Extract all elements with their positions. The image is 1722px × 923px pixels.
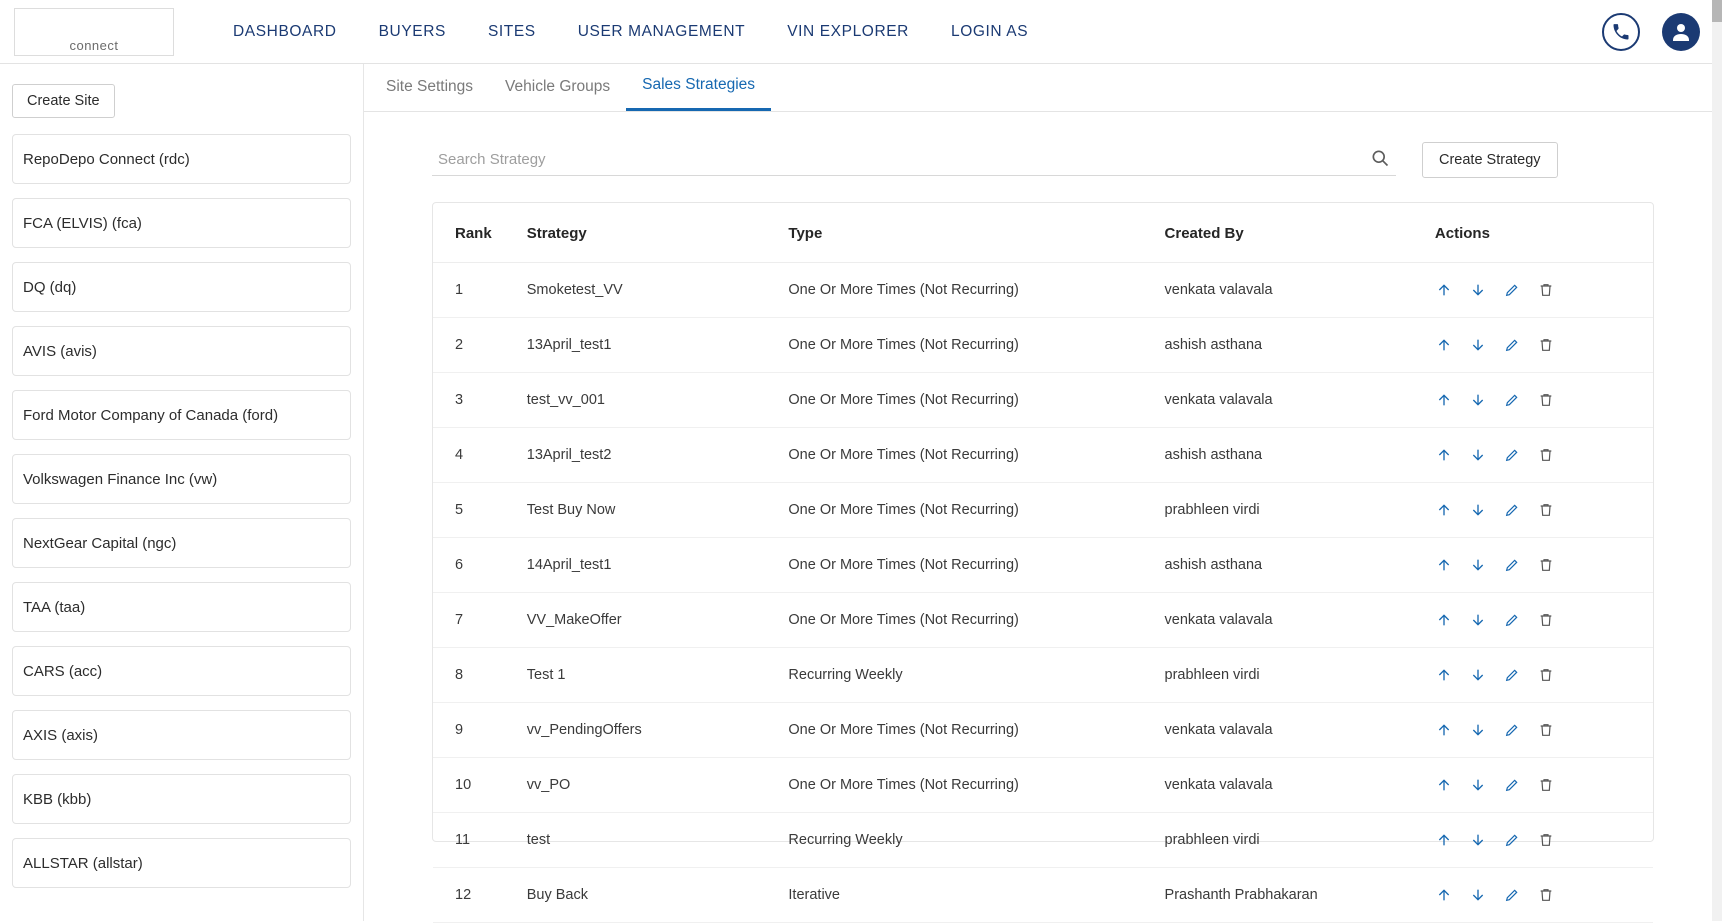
cell-rank: 6 [433,538,527,593]
cell-created-by: ashish asthana [1165,318,1435,373]
cell-created-by: prabhleen virdi [1165,483,1435,538]
list-item[interactable]: CARS (acc) [12,646,351,696]
arrow-up-icon[interactable] [1435,776,1453,794]
cell-strategy: Test Buy Now [527,483,789,538]
column-header-strategy: Strategy [527,203,789,263]
cell-created-by: prabhleen virdi [1165,648,1435,703]
cell-strategy: vv_PO [527,758,789,813]
list-item[interactable]: DQ (dq) [12,262,351,312]
delete-trash-icon[interactable] [1537,391,1555,409]
tab-bar [364,64,1722,112]
cell-created-by: venkata valavala [1165,703,1435,758]
nav-item-login-as[interactable]: LOGIN AS [950,22,1029,40]
arrow-down-icon[interactable] [1469,666,1487,684]
row-actions [1435,831,1653,849]
list-item[interactable]: ALLSTAR (allstar) [12,838,351,888]
cell-rank: 2 [433,318,527,373]
cell-rank: 7 [433,593,527,648]
arrow-up-icon[interactable] [1435,666,1453,684]
cell-strategy: Test 1 [527,648,789,703]
delete-trash-icon[interactable] [1537,446,1555,464]
arrow-down-icon[interactable] [1469,831,1487,849]
table-row[interactable] [433,813,1653,868]
cell-strategy: 14April_test1 [527,538,789,593]
nav-items [212,15,1049,49]
delete-trash-icon[interactable] [1537,666,1555,684]
table-row[interactable] [433,703,1653,758]
cell-rank: 9 [433,703,527,758]
page-scrollbar[interactable] [1712,0,1722,921]
arrow-up-icon[interactable] [1435,831,1453,849]
cell-strategy: vv_PendingOffers [527,703,789,758]
cell-actions [1435,318,1653,373]
list-item[interactable]: AXIS (axis) [12,710,351,760]
cell-rank: 5 [433,483,527,538]
row-actions [1435,611,1653,629]
tab-site-settings[interactable]: Site Settings [386,77,474,95]
cell-created-by: venkata valavala [1165,758,1435,813]
tab-vehicle-groups[interactable]: Vehicle Groups [505,77,611,95]
cell-actions [1435,483,1653,538]
cell-actions [1435,428,1653,483]
delete-trash-icon[interactable] [1537,501,1555,519]
list-item[interactable]: AVIS (avis) [12,326,351,376]
cell-actions [1435,263,1653,318]
cell-actions [1435,593,1653,648]
tab-sales-strategies[interactable]: Sales Strategies [626,64,771,111]
list-item[interactable]: FCA (ELVIS) (fca) [12,198,351,248]
cell-actions [1435,373,1653,428]
cell-strategy: 13April_test1 [527,318,789,373]
edit-pencil-icon[interactable] [1503,501,1521,519]
arrow-down-icon[interactable] [1469,446,1487,464]
cell-strategy: 13April_test2 [527,428,789,483]
list-item[interactable]: NextGear Capital (ngc) [12,518,351,568]
arrow-down-icon[interactable] [1469,721,1487,739]
table-row[interactable] [433,263,1653,318]
arrow-down-icon[interactable] [1469,611,1487,629]
table-row[interactable] [433,538,1653,593]
arrow-up-icon[interactable] [1435,446,1453,464]
nav-item-user-management[interactable]: USER MANAGEMENT [577,22,746,40]
edit-pencil-icon[interactable] [1503,336,1521,354]
cell-created-by: venkata valavala [1165,593,1435,648]
cell-created-by: venkata valavala [1165,263,1435,318]
table-header-row [433,203,1653,263]
cell-created-by: Prashanth Prabhakaran [1165,868,1435,923]
cell-actions [1435,758,1653,813]
column-header-created-by: Created By [1165,203,1435,263]
table-row[interactable] [433,593,1653,648]
edit-pencil-icon[interactable] [1503,611,1521,629]
edit-pencil-icon[interactable] [1503,886,1521,904]
cell-strategy: Smoketest_VV [527,263,789,318]
table-row[interactable] [433,758,1653,813]
edit-pencil-icon[interactable] [1503,666,1521,684]
cell-created-by: ashish asthana [1165,538,1435,593]
cell-type: Iterative [788,868,1164,923]
nav-right-actions [1602,0,1700,64]
list-item[interactable]: TAA (taa) [12,582,351,632]
row-actions [1435,336,1653,354]
strategies-card [432,202,1654,903]
column-header-rank: Rank [433,203,527,263]
arrow-up-icon[interactable] [1435,721,1453,739]
row-actions [1435,281,1653,299]
arrow-down-icon[interactable] [1469,336,1487,354]
cell-type: Recurring Weekly [788,813,1164,868]
cell-type: One Or More Times (Not Recurring) [788,593,1164,648]
main-content [364,64,1722,921]
delete-trash-icon[interactable] [1537,721,1555,739]
create-site-button[interactable]: Create Site [12,84,115,118]
cell-actions [1435,538,1653,593]
row-actions [1435,556,1653,574]
delete-trash-icon[interactable] [1537,831,1555,849]
nav-item-buyers[interactable]: BUYERS [378,22,446,40]
row-actions [1435,666,1653,684]
cell-rank: 11 [433,813,527,868]
cell-type: Recurring Weekly [788,648,1164,703]
nav-item-dashboard[interactable]: DASHBOARD [233,22,337,40]
cell-type: One Or More Times (Not Recurring) [788,758,1164,813]
site-list [0,134,363,888]
edit-pencil-icon[interactable] [1503,556,1521,574]
column-header-type: Type [788,203,1164,263]
table-row[interactable] [433,483,1653,538]
cell-actions [1435,868,1653,923]
arrow-up-icon[interactable] [1435,281,1453,299]
strategies-table [433,203,1653,923]
cell-created-by: venkata valavala [1165,373,1435,428]
delete-trash-icon[interactable] [1537,281,1555,299]
cell-type: One Or More Times (Not Recurring) [788,538,1164,593]
search-icon[interactable] [1370,148,1390,168]
row-actions [1435,391,1653,409]
app-logo[interactable] [14,8,174,56]
edit-pencil-icon[interactable] [1503,281,1521,299]
cell-actions [1435,703,1653,758]
sites-sidebar [0,64,364,921]
nav-item-sites[interactable]: SITES [487,22,536,40]
delete-trash-icon[interactable] [1537,556,1555,574]
row-actions [1435,501,1653,519]
cell-rank: 1 [433,263,527,318]
arrow-down-icon[interactable] [1469,886,1487,904]
cell-strategy: test [527,813,789,868]
cell-rank: 12 [433,868,527,923]
strategies-panel [364,112,1722,903]
arrow-down-icon[interactable] [1469,281,1487,299]
row-actions [1435,446,1653,464]
phone-icon[interactable] [1602,13,1640,51]
table-row[interactable] [433,373,1653,428]
page-scrollbar-thumb[interactable] [1712,0,1722,22]
cell-type: One Or More Times (Not Recurring) [788,703,1164,758]
edit-pencil-icon[interactable] [1503,446,1521,464]
create-strategy-button[interactable]: Create Strategy [1422,142,1558,178]
search-wrapper [432,144,1396,176]
delete-trash-icon[interactable] [1537,886,1555,904]
arrow-up-icon[interactable] [1435,556,1453,574]
arrow-down-icon[interactable] [1469,391,1487,409]
arrow-down-icon[interactable] [1469,501,1487,519]
app-logo-label: connect [69,37,119,53]
cell-rank: 3 [433,373,527,428]
table-body [433,263,1653,923]
arrow-up-icon[interactable] [1435,336,1453,354]
row-actions [1435,721,1653,739]
arrow-down-icon[interactable] [1469,776,1487,794]
cell-type: One Or More Times (Not Recurring) [788,373,1164,428]
column-header-actions: Actions [1435,203,1653,263]
arrow-up-icon[interactable] [1435,611,1453,629]
row-actions [1435,886,1653,904]
nav-item-vin-explorer[interactable]: VIN EXPLORER [787,22,909,40]
cell-type: One Or More Times (Not Recurring) [788,318,1164,373]
edit-pencil-icon[interactable] [1503,831,1521,849]
delete-trash-icon[interactable] [1537,776,1555,794]
delete-trash-icon[interactable] [1537,336,1555,354]
list-item[interactable]: KBB (kbb) [12,774,351,824]
cell-created-by: ashish asthana [1165,428,1435,483]
arrow-up-icon[interactable] [1435,391,1453,409]
table-row[interactable] [433,318,1653,373]
list-item[interactable]: RepoDepo Connect (rdc) [12,134,351,184]
list-item[interactable]: Ford Motor Company of Canada (ford) [12,390,351,440]
table-row[interactable] [433,428,1653,483]
search-input[interactable] [432,144,1396,176]
delete-trash-icon[interactable] [1537,611,1555,629]
row-actions [1435,776,1653,794]
table-row[interactable] [433,648,1653,703]
account-icon[interactable] [1662,13,1700,51]
cell-type: One Or More Times (Not Recurring) [788,263,1164,318]
cell-type: One Or More Times (Not Recurring) [788,428,1164,483]
cell-rank: 8 [433,648,527,703]
cell-strategy: Buy Back [527,868,789,923]
edit-pencil-icon[interactable] [1503,391,1521,409]
edit-pencil-icon[interactable] [1503,721,1521,739]
arrow-down-icon[interactable] [1469,556,1487,574]
cell-actions [1435,648,1653,703]
cell-rank: 10 [433,758,527,813]
edit-pencil-icon[interactable] [1503,776,1521,794]
search-row [432,142,1654,178]
table-row[interactable] [433,868,1653,923]
top-navigation-bar [0,0,1722,64]
cell-actions [1435,813,1653,868]
arrow-up-icon[interactable] [1435,501,1453,519]
cell-rank: 4 [433,428,527,483]
cell-created-by: prabhleen virdi [1165,813,1435,868]
cell-strategy: VV_MakeOffer [527,593,789,648]
arrow-up-icon[interactable] [1435,886,1453,904]
table-header [433,203,1653,263]
cell-strategy: test_vv_001 [527,373,789,428]
cell-type: One Or More Times (Not Recurring) [788,483,1164,538]
list-item[interactable]: Volkswagen Finance Inc (vw) [12,454,351,504]
